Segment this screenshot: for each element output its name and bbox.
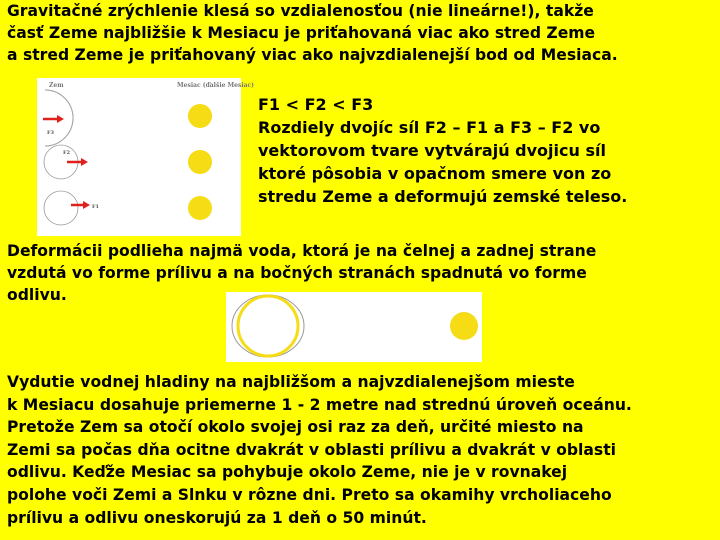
force-arrow-f1-head [83, 201, 90, 209]
moon-2 [188, 150, 212, 174]
f3-label: F3 [47, 130, 55, 136]
force-arrow-f3-head [57, 115, 64, 123]
tides-paragraph: Vydutie vodnej hladiny na najbližšom a najvzdialenejšom mieste k Mesiacu dosahuje priemerne 1 - 2 metre nad strednú úroveň oceánu. Pretože Zem sa otočí okolo svojej osi raz za deň, určité miesto na Zemi sa počas dňa ocitne dvakrát v oblasti prílivu a dvakrát v oblasti odlivu. Keďže Mesiac sa pohybuje okolo Zeme, nie je v rovnakej polohe voči Zemi a Slnku v rôzne dni. Preto sa okamihy vrcholiaceho prílivu a odlivu oneskorujú za 1 deň o 50 minút. [7, 373, 632, 527]
water-envelope [232, 295, 304, 357]
tidal-bulge-figure [226, 292, 482, 362]
forces-paragraph: F1 < F2 < F3 Rozdiely dvojíc síl F2 – F1 a F3 – F2 vo vektorovom tvare vytvárajú dvojicu síl ktoré pôsobia v opačnom smere von zo stredu Zeme a deformujú zemské teleso. [258, 95, 628, 206]
earth-outline-3 [44, 191, 78, 225]
earth-bulge-outline [238, 296, 298, 356]
moon-bulge [450, 312, 478, 340]
force-arrow-f2-head [81, 158, 88, 166]
f1-label: F1 [92, 204, 100, 210]
moon-1 [188, 104, 212, 128]
moon-label: Mesiac (ďalšie Mesiac) [177, 82, 255, 89]
moon-3 [188, 196, 212, 220]
tidal-force-figure [37, 78, 255, 236]
f2-label: F2 [63, 150, 71, 156]
deformation-paragraph: Deformácii podlieha najmä voda, ktorá je na čelnej a zadnej strane vzdutá vo forme prílivu a na bočných stranách spadnutá vo forme odlivu. [7, 242, 597, 304]
tidal-bulge-diagram [226, 292, 482, 362]
earth-label: Zem [49, 82, 64, 89]
tidal-force-diagram [37, 78, 255, 236]
intro-paragraph: Gravitačné zrýchlenie klesá so vzdialenosťou (nie lineárne!), takže časť Zeme najbližšie k Mesiacu je priťahovaná viac ako stred Zeme a stred Zeme je priťahovaný viac ako najvzdialenejší bod od Mesiaca. [7, 2, 618, 64]
